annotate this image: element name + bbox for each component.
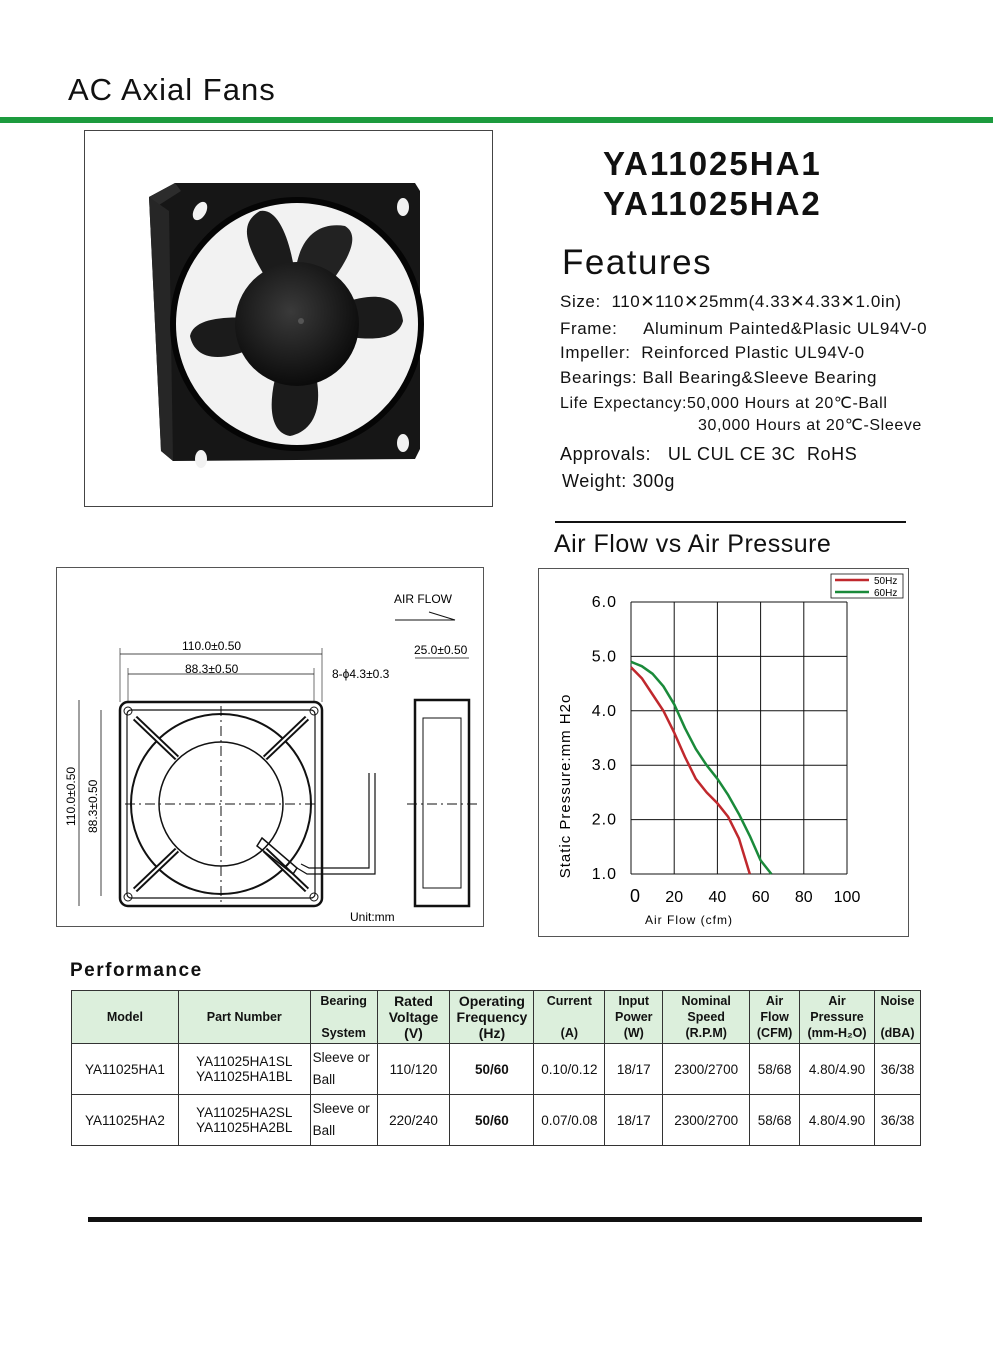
spec-life-expectancy: Life Expectancy:50,000 Hours at 20℃-Ball (560, 395, 888, 412)
spec-weight: Weight: 300g (562, 471, 675, 491)
legend-label: 60Hz (874, 588, 898, 599)
y-tick-label: 1.0 (591, 866, 617, 883)
model-number-1: YA11025HA1 (603, 145, 822, 182)
airflow-label: AIR FLOW (394, 592, 453, 606)
y-tick-label: 6.0 (591, 594, 617, 611)
x-tick-label: 40 (708, 889, 727, 906)
chart-grid (631, 602, 847, 874)
table-row (72, 1095, 921, 1146)
chart-legend (831, 574, 903, 599)
spec-impeller: Impeller: Reinforced Plastic UL94V-0 (560, 343, 865, 362)
y-tick-label: 2.0 (591, 811, 617, 829)
col-part-number: Part Number (178, 991, 310, 1044)
cell-speed: 2300/2700 (663, 1095, 750, 1146)
cell-bearing: Sleeve or Ball (310, 1095, 377, 1146)
col-model: Model (72, 991, 179, 1044)
col-input-power: Input Power (W) (605, 991, 663, 1044)
airflow-arrow-icon (395, 612, 455, 620)
dim-outer-width: 110.0±0.50 (182, 639, 242, 653)
y-tick-label: 3.0 (591, 757, 617, 775)
chart-x-label: Air Flow (cfm) (645, 913, 733, 927)
cell-power: 18/17 (605, 1095, 663, 1146)
spec-size: Size: 110✕110✕25mm(4.33✕4.33✕1.0in) (560, 292, 902, 311)
cell-speed: 2300/2700 (663, 1044, 750, 1095)
cell-noise: 36/38 (874, 1044, 920, 1095)
page-title: AC Axial Fans (68, 72, 276, 107)
x-tick-label: 60 (751, 889, 770, 906)
col-frequency: Operating Frequency (Hz) (450, 991, 534, 1044)
cell-bearing: Sleeve or Ball (310, 1044, 377, 1095)
y-tick-label: 5.0 (591, 648, 617, 666)
col-bearing: Bearing System (310, 991, 377, 1044)
dim-inner-height: 88.3±0.50 (86, 779, 100, 833)
cell-noise: 36/38 (874, 1095, 920, 1146)
cell-voltage: 220/240 (377, 1095, 450, 1146)
col-noise: Noise (dBA) (874, 991, 920, 1044)
cell-voltage: 110/120 (377, 1044, 450, 1095)
table-header-row (72, 991, 921, 1044)
cell-current: 0.10/0.12 (534, 1044, 605, 1095)
performance-table (71, 990, 921, 1146)
features-title: Features (562, 243, 713, 282)
col-rated-voltage: Rated Voltage (V) (377, 991, 450, 1044)
chart-y-label: Static Pressure:mm H2o (557, 693, 574, 879)
x-tick-label: 20 (665, 889, 684, 906)
col-air-flow: Air Flow (CFM) (750, 991, 800, 1044)
spec-bearings: Bearings: Ball Bearing&Sleeve Bearing (560, 368, 878, 387)
spec-life-expectancy-2: 30,000 Hours at 20℃-Sleeve (698, 417, 922, 434)
dim-inner-width: 88.3±0.50 (185, 662, 239, 676)
x-tick-label: 100 (833, 889, 861, 906)
cell-air-flow: 58/68 (750, 1095, 800, 1146)
header-divider (0, 117, 993, 123)
cell-part-number: YA11025HA2SL YA11025HA2BL (178, 1095, 310, 1146)
cell-air-pressure: 4.80/4.90 (800, 1044, 875, 1095)
x-tick-label: 0 (629, 886, 641, 906)
dimension-drawing (56, 567, 484, 927)
cell-air-flow: 58/68 (750, 1044, 800, 1095)
cell-frequency: 50/60 (450, 1044, 534, 1095)
dim-outer-height: 110.0±0.50 (64, 766, 78, 826)
col-air-pressure: Air Pressure (mm-H₂O) (800, 991, 875, 1044)
cell-frequency: 50/60 (450, 1095, 534, 1146)
footer-divider (88, 1217, 922, 1222)
cell-model: YA11025HA1 (72, 1044, 179, 1095)
table-row (72, 1044, 921, 1095)
model-number-2: YA11025HA2 (603, 185, 822, 222)
col-speed: Nominal Speed (R.P.M) (663, 991, 750, 1044)
cell-power: 18/17 (605, 1044, 663, 1095)
chart-section-title: Air Flow vs Air Pressure (554, 530, 832, 558)
dim-mounting-holes: 8-ϕ4.3±0.3 (332, 667, 390, 681)
fan-photo-image (85, 131, 492, 506)
unit-label: Unit:mm (350, 910, 395, 924)
series-line-50Hz (631, 667, 750, 874)
cell-air-pressure: 4.80/4.90 (800, 1095, 875, 1146)
performance-title: Performance (70, 960, 203, 981)
legend-label: 50Hz (874, 576, 898, 587)
y-tick-label: 4.0 (591, 702, 617, 720)
chart-section-divider (555, 521, 906, 523)
cell-part-number: YA11025HA1SL YA11025HA1BL (178, 1044, 310, 1095)
cell-model: YA11025HA2 (72, 1095, 179, 1146)
spec-approvals: Approvals: UL CUL CE 3C RoHS (560, 444, 858, 464)
dimension-drawing-svg (57, 568, 483, 926)
product-photo (84, 130, 493, 507)
col-current: Current (A) (534, 991, 605, 1044)
chart-canvas (539, 569, 908, 936)
dim-depth: 25.0±0.50 (414, 643, 468, 657)
spec-frame: Frame: Aluminum Painted&Plasic UL94V-0 (560, 319, 928, 338)
cell-current: 0.07/0.08 (534, 1095, 605, 1146)
airflow-pressure-chart (538, 568, 909, 937)
x-tick-label: 80 (794, 889, 813, 906)
